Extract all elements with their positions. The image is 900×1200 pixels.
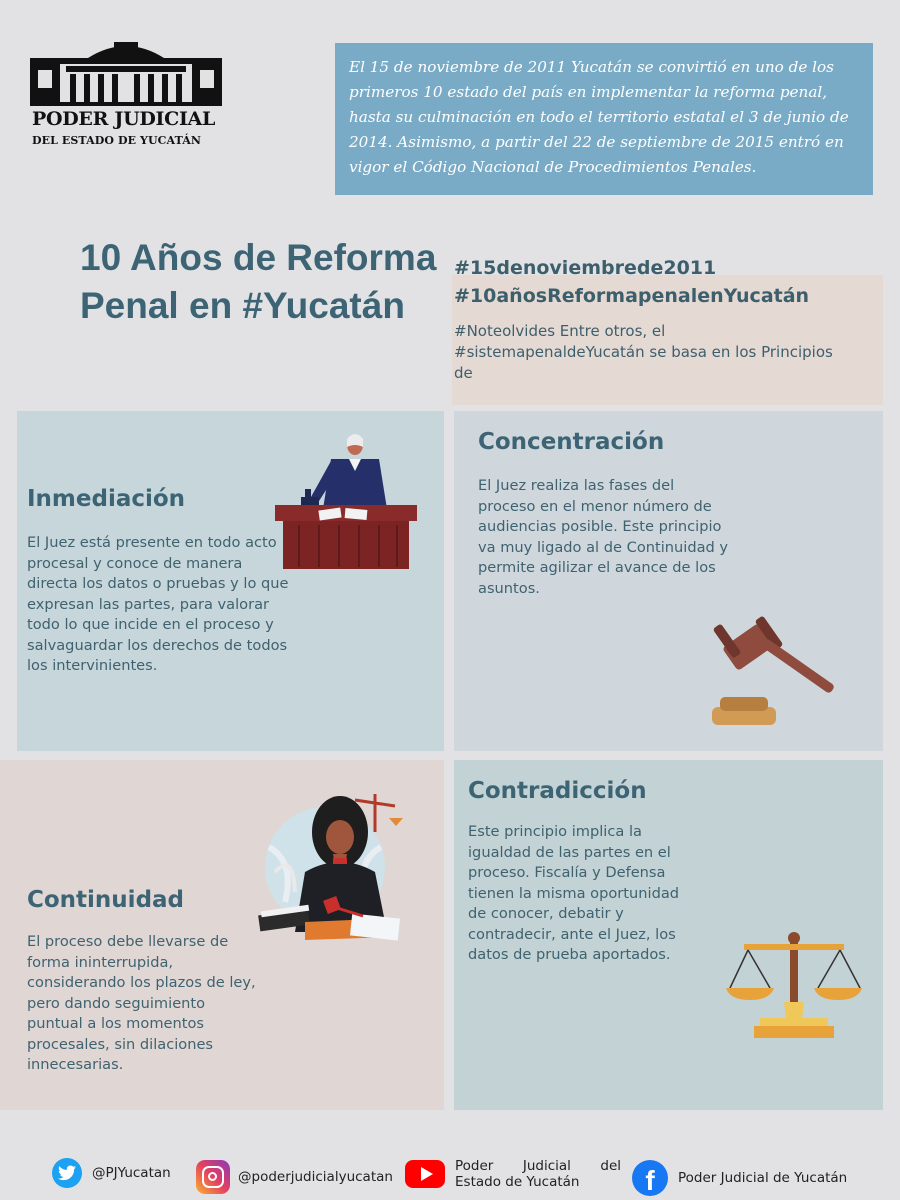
poder-judicial-logo	[30, 40, 230, 160]
facebook-link[interactable]	[632, 1160, 847, 1196]
continuidad-title: Continuidad	[27, 887, 185, 913]
intro-text: El 15 de noviembre de 2011 Yucatán se convirtió en uno de los primeros 10 estado del país en implementar la reforma penal, hasta su culminación en todo el territorio estatal el 3 de junio de 2014. Asimismo, a partir del 22 de septiembre de 2015 entró en vigor el Código Nacional de Procedimientos Penales.	[349, 58, 849, 176]
youtube-link[interactable]	[405, 1158, 621, 1190]
hashtag-text: #Noteolvides Entre otros, el #sistemapenaldeYucatán se basa en los Principios de	[454, 322, 833, 382]
page-title: 10 Años de Reforma Penal en #Yucatán	[80, 237, 437, 326]
hashtag-date: #15denoviembrede2011	[454, 257, 717, 279]
youtube-icon	[405, 1160, 445, 1188]
contradiccion-text: Este principio implica la igualdad de las partes en el proceso. Fiscalía y Defensa tienen la misma oportunidad de conocer, debatir y contradecir, ante el Juez, los datos de prueba aportados.	[468, 823, 680, 963]
card-inmediacion	[17, 411, 444, 751]
twitter-icon	[52, 1158, 82, 1188]
continuidad-text: El proceso debe llevarse de forma ininterrupida, considerando los plazos de ley, pero dando seguimiento puntual a los momentos procesales, sin dilaciones innecesarias.	[27, 933, 256, 1073]
inmediacion-title: Inmediación	[27, 486, 186, 512]
facebook-page: Poder Judicial de Yucatán	[678, 1170, 848, 1186]
twitter-handle: @PJYucatan	[92, 1165, 171, 1181]
logo-subtitle: DEL ESTADO DE YUCATÁN	[32, 134, 202, 147]
concentracion-title: Concentración	[478, 429, 665, 455]
youtube-channel	[455, 1158, 621, 1190]
judge-woman-scales-illustration-icon	[255, 792, 420, 942]
card-continuidad	[0, 760, 444, 1110]
inmediacion-text: El Juez está presente en todo acto procesal y conoce de manera directa los datos o pruebas y lo que expresan las partes, para valorar todo lo que incide en el proceso y salvaguardar los derechos de todos los intervinientes.	[27, 534, 289, 674]
instagram-icon	[196, 1160, 230, 1194]
scales-icon	[724, 932, 864, 1044]
gavel-icon	[706, 609, 846, 734]
twitter-link[interactable]	[52, 1158, 171, 1188]
youtube-channel-line2: Estado de Yucatán	[455, 1174, 580, 1190]
contradiccion-title: Contradicción	[468, 778, 647, 804]
judge-illustration-icon	[275, 429, 417, 569]
hashtag-reform: #10añosReformapenalenYucatán	[454, 285, 810, 307]
card-concentracion	[454, 411, 883, 751]
concentracion-text: El Juez realiza las fases del proceso en el menor número de audiencias posible. Este principio va muy ligado al de Continuidad y permite agilizar el avance de los asuntos.	[478, 477, 729, 597]
card-contradiccion	[454, 760, 883, 1110]
logo-title: PODER JUDICIAL	[32, 108, 216, 130]
instagram-handle: @poderjudicialyucatan	[238, 1169, 393, 1185]
building-logo-icon	[30, 40, 222, 106]
instagram-link[interactable]	[196, 1160, 393, 1194]
youtube-channel-line1: Poder Judicial del	[455, 1158, 621, 1174]
intro-box	[335, 43, 873, 195]
facebook-icon: f	[632, 1160, 668, 1196]
